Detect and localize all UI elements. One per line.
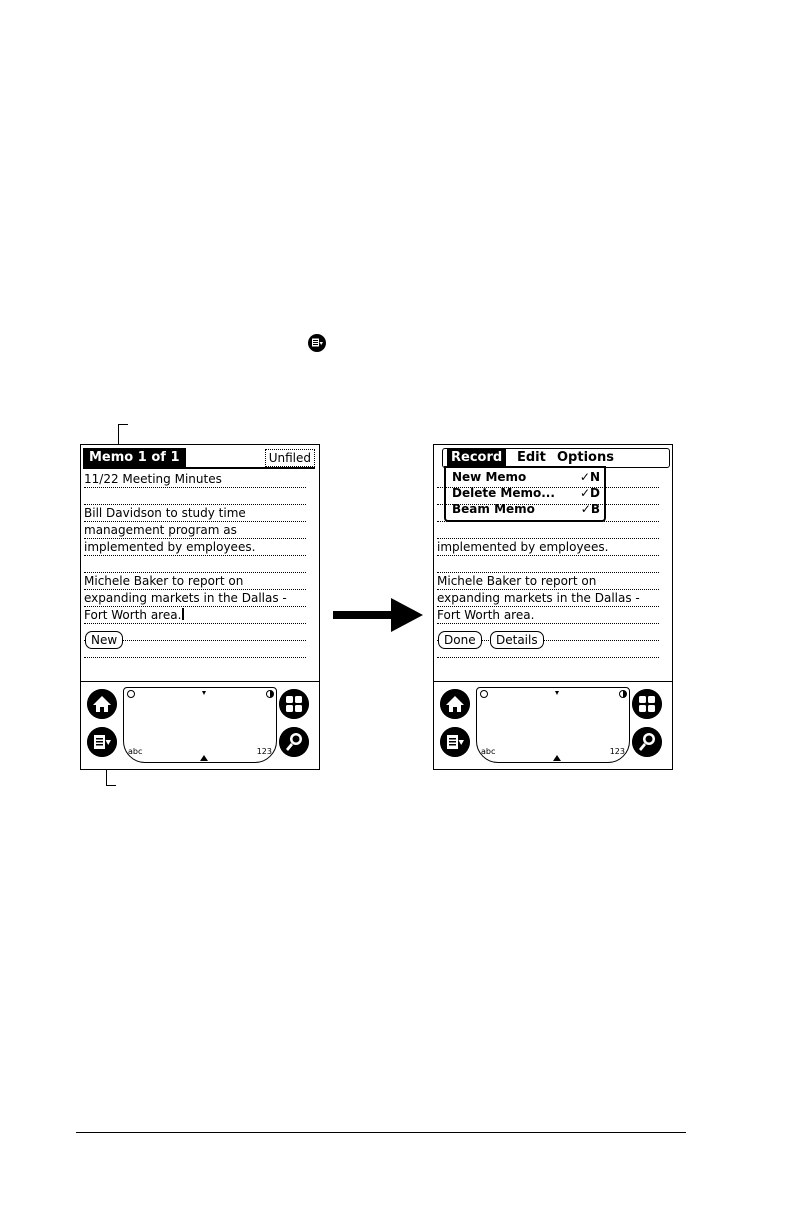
menu-icon[interactable]	[440, 727, 470, 757]
memo-line	[437, 488, 659, 505]
memo-line	[437, 471, 659, 488]
menu-icon	[308, 334, 326, 352]
shortcut-key: D	[590, 486, 600, 500]
transition-arrow	[333, 598, 423, 632]
letters-label: abc	[128, 747, 143, 756]
memo-line: expanding markets in the Dallas -	[437, 590, 659, 607]
memo-line: Michele Baker to report on	[84, 573, 306, 590]
memo-line	[437, 505, 659, 522]
memo-line	[84, 556, 306, 573]
title-bar	[83, 448, 315, 468]
silkscreen-area	[438, 685, 666, 765]
shortcut-key: B	[590, 502, 600, 516]
menu-item-beam-memo[interactable]: Beam Memo	[452, 502, 535, 516]
memo-screen-right	[433, 444, 673, 770]
done-button[interactable]: Done	[438, 631, 482, 649]
memo-title: Memo 1 of 1	[83, 448, 186, 468]
home-icon[interactable]	[440, 689, 470, 719]
find-icon[interactable]	[279, 727, 309, 757]
memo-line: implemented by employees.	[84, 539, 306, 556]
memo-text-area[interactable]	[437, 471, 659, 658]
new-button[interactable]: New	[85, 631, 123, 649]
memo-line	[437, 522, 659, 539]
memo-screen-left	[80, 444, 320, 770]
memo-line: Bill Davidson to study time	[84, 505, 306, 522]
silkscreen-area	[85, 685, 313, 765]
title-rule	[83, 467, 315, 469]
calculator-icon[interactable]	[279, 689, 309, 719]
menu-edit[interactable]: Edit	[517, 450, 546, 465]
callout-line-top-tick	[118, 424, 128, 425]
graffiti-area[interactable]	[476, 687, 630, 763]
shortcut-beam-memo: ✓B	[580, 502, 600, 516]
memo-line-with-cursor	[84, 607, 306, 624]
category-picker[interactable]: Unfiled	[265, 449, 315, 467]
letters-label: abc	[481, 747, 496, 756]
callout-line-bottom-tick	[106, 785, 116, 786]
calculator-icon[interactable]	[632, 689, 662, 719]
find-icon[interactable]	[632, 727, 662, 757]
memo-line: implemented by employees.	[437, 539, 659, 556]
memo-line	[437, 556, 659, 573]
memo-text-area[interactable]	[84, 471, 306, 658]
details-button[interactable]: Details	[490, 631, 544, 649]
memo-line: 11/22 Meeting Minutes	[84, 471, 306, 488]
memo-line	[84, 488, 306, 505]
menu-item-new-memo[interactable]: New Memo	[452, 470, 527, 484]
menu-icon[interactable]	[87, 727, 117, 757]
graffiti-markers	[477, 688, 629, 762]
footer-rule	[76, 1132, 686, 1133]
memo-line: Fort Worth area.	[437, 607, 659, 624]
numbers-label: 123	[256, 747, 272, 756]
home-icon[interactable]	[87, 689, 117, 719]
menu-record[interactable]: Record	[447, 449, 506, 467]
memo-line: Michele Baker to report on	[437, 573, 659, 590]
shortcut-new-memo: ✓N	[579, 470, 600, 484]
memo-line: expanding markets in the Dallas -	[84, 590, 306, 607]
menu-item-delete-memo[interactable]: Delete Memo...	[452, 486, 555, 500]
silkscreen-divider	[434, 681, 672, 682]
graffiti-markers	[124, 688, 276, 762]
memo-line-text: Fort Worth area.	[84, 608, 182, 622]
text-cursor	[182, 608, 184, 620]
graffiti-area[interactable]	[123, 687, 277, 763]
memo-line: management program as	[84, 522, 306, 539]
menu-options[interactable]: Options	[557, 450, 614, 465]
silkscreen-divider	[81, 681, 319, 682]
shortcut-key: N	[589, 470, 600, 484]
numbers-label: 123	[609, 747, 625, 756]
menu-bar	[442, 448, 670, 468]
shortcut-delete-memo: ✓D	[579, 486, 600, 500]
